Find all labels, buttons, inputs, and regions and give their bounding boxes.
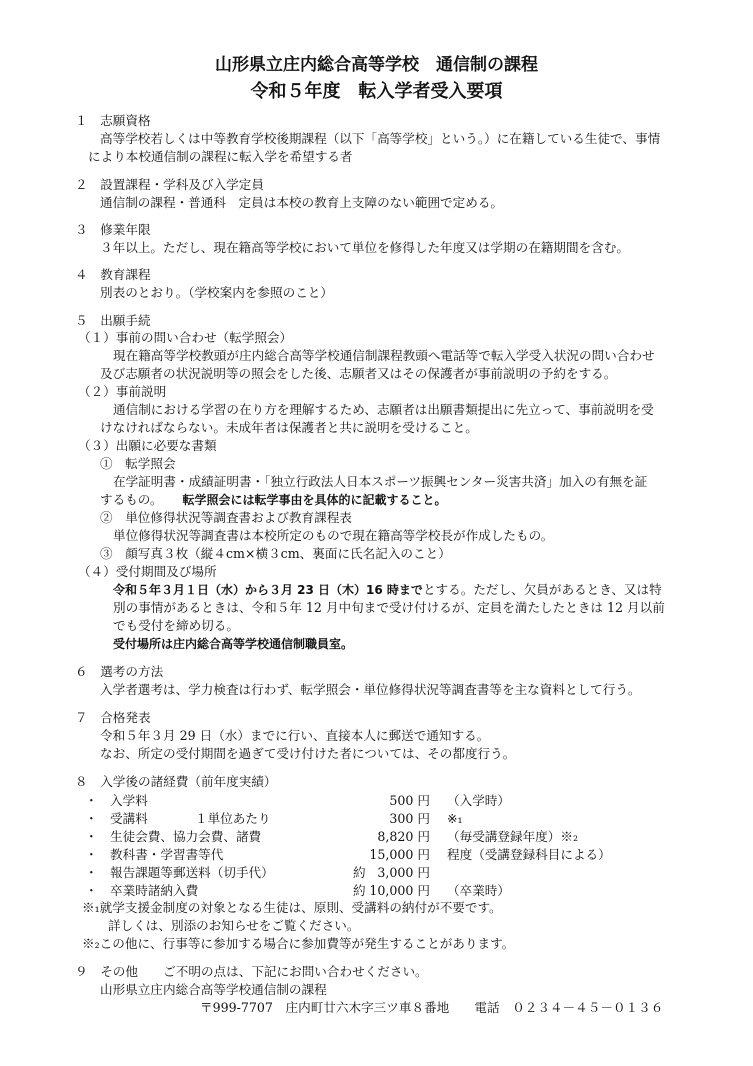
document-1-body: 在学証明書・成績証明書・「独立行政法人日本スポーツ振興センター災害共済」加入の有無を証	[113, 474, 648, 489]
fee-item-name: 教科書・学習書等代	[110, 847, 224, 862]
section-5-1-body: 現在籍高等学校教頭が庄内総合高等学校通信制課程教頭へ電話等で転入学受入状況の問い合わせ	[113, 348, 655, 363]
section-1-body-cont: により本校通信制の課程に転入学を希望する者	[88, 149, 353, 164]
document-1-emphasis: 転学照会には転学事由を具体的に記載すること。	[182, 493, 447, 507]
fee-note: 程度（受講登録科目による）	[447, 847, 611, 862]
contact-address-phone: 〒999-7707 庄内町廿六木字三ツ車８番地 電話 ０２３４－４５－０１３６	[200, 1000, 664, 1015]
fee-note-2	[82, 936, 514, 952]
section-2-body: 通信制の課程・普通科 定員は本校の教育上支障のない範囲で定める。	[100, 195, 503, 210]
fee-item-detail: １単位あたり	[195, 811, 271, 826]
fee-note-1	[82, 900, 502, 916]
fee-row	[85, 846, 685, 864]
fee-bullet: ・	[85, 847, 98, 862]
reception-period-dates: 令和５年３月１日（水）から３月 23 日（木）16 時まで	[113, 583, 423, 597]
fee-note: （卒業時）	[447, 883, 510, 898]
reception-period-cont: 別の事情があるときは、令和５年 12 月中旬まで受け付けるが、定員を満たしたときは 12 月以前	[113, 600, 665, 615]
fee-row	[85, 828, 685, 846]
document-1-heading: ① 転学照会	[100, 456, 176, 471]
section-6-body: 入学者選考は、学力検査は行わず、転学照会・単位修得状況等調査書等を主な資料として行う。	[100, 682, 641, 697]
section-5-2-heading: （２）事前説明	[78, 384, 167, 399]
fee-row	[85, 792, 685, 810]
document-1-body-end: するもの。	[100, 492, 163, 507]
fee-bullet: ・	[85, 793, 98, 808]
fee-amount: 15,000 円	[369, 847, 430, 862]
section-9-heading: ９ その他 ご不明の点は、下記にお問い合わせください。	[75, 964, 428, 979]
fee-item-name: 受講料	[110, 811, 148, 826]
section-1-heading: １ 志願資格	[75, 113, 151, 128]
fee-bullet: ・	[85, 829, 98, 844]
contact-organization: 山形県立庄内総合高等学校通信制の課程	[100, 982, 327, 997]
fee-note-1-cont: 詳しくは、別添のお知らせをご覧ください。	[108, 918, 360, 933]
fee-bullet: ・	[85, 865, 98, 880]
section-4-body: 別表のとおり。（学校案内を参照のこと）	[100, 285, 333, 300]
section-1-body: 高等学校若しくは中等教育学校後期課程（以下「高等学校」という。）に在籍している生徒で、事情	[100, 131, 661, 146]
document-2-body: 単位修得状況等調査書は本校所定のもので現在籍高等学校長が作成したもの。	[113, 528, 554, 543]
fee-amount: 3,000 円	[377, 865, 430, 880]
fee-item-name: 生徒会費、協力会費、諸費	[110, 829, 262, 844]
section-2-heading: ２ 設置課程・学科及び入学定員	[75, 177, 264, 192]
section-5-2-body-cont: けなければならない。未成年者は保護者と共に説明を受けること。	[100, 420, 478, 435]
section-5-4-heading: （４）受付期間及び場所	[78, 564, 217, 579]
section-5-heading: ５ 出願手続	[75, 313, 151, 328]
fee-bullet: ・	[85, 811, 98, 826]
section-7-heading: ７ 合格発表	[75, 710, 151, 725]
reception-place: 受付場所は庄内総合高等学校通信制職員室。	[113, 637, 354, 651]
fee-note-1-mark: ※₁	[82, 900, 100, 915]
title-line-1: 山形県立庄内総合高等学校 通信制の課程	[215, 55, 538, 75]
fee-row	[85, 810, 685, 828]
fee-item-name: 卒業時諸納入費	[110, 883, 199, 898]
document-2-heading: ② 単位修得状況等調査書および教育課程表	[100, 510, 352, 525]
fee-item-name: 入学料	[110, 793, 148, 808]
section-5-1-body-cont: 及び志願者の状況説明等の照会をした後、志願者又はその保護者が事前説明の予約をする。	[100, 366, 617, 381]
fee-row	[85, 864, 685, 882]
fee-bullet: ・	[85, 883, 98, 898]
section-5-2-body: 通信制における学習の在り方を理解するため、志願者は出願書類提出に先立って、事前説明を受	[113, 402, 654, 417]
section-5-3-heading: （３）出願に必要な書類	[78, 438, 217, 453]
fee-note: （毎受講登録年度）※₂	[447, 829, 578, 844]
section-3-body: ３年以上。ただし、現在籍高等学校において単位を修得した年度又は学期の在籍期間を含む。	[100, 240, 629, 255]
section-8-heading: ８ 入学後の諸経費（前年度実績）	[75, 774, 277, 789]
fee-amount: 300 円	[389, 811, 430, 826]
fee-item-name: 報告課題等郵送料（切手代）	[110, 865, 274, 880]
section-7-body-cont: なお、所定の受付期間を過ぎて受け付けた者については、その都度行う。	[100, 746, 516, 761]
section-6-heading: ６ 選考の方法	[75, 664, 164, 679]
section-7-body: 令和５年３月 29 日（水）までに行い、直接本人に郵送で通知する。	[100, 728, 490, 743]
title-line-2: 令和５年度 転入学者受入要項	[250, 81, 503, 102]
fee-amount: 500 円	[389, 793, 430, 808]
reception-period	[113, 582, 662, 598]
section-4-heading: ４ 教育課程	[75, 267, 151, 282]
fee-note-1-text: 就学支援金制度の対象となる生徒は、原則、受講料の納付が不要です。	[99, 900, 502, 915]
fee-amount: 10,000 円	[369, 883, 430, 898]
fee-note: （入学時）	[447, 793, 510, 808]
document-3-heading: ③ 顔写真３枚（縦４cm×横３cm、裏面に氏名記入のこと）	[100, 546, 451, 561]
reception-period-rest: とする。ただし、欠員があるとき、又は特	[422, 582, 662, 597]
fee-note: ※₁	[447, 811, 463, 826]
reception-period-end: でも受付を締め切る。	[113, 618, 239, 633]
fee-note-2-mark: ※₂	[82, 936, 100, 951]
fee-approx-label: 約	[353, 883, 366, 898]
section-3-heading: ３ 修業年限	[75, 222, 151, 237]
fee-row	[85, 882, 685, 900]
section-5-1-heading: （１）事前の問い合わせ（転学照会）	[78, 330, 293, 345]
document-1-body-cont	[100, 492, 446, 508]
fee-approx-label: 約	[353, 865, 366, 880]
fee-note-2-text: この他に、行事等に参加する場合に参加費等が発生することがあります。	[99, 936, 515, 951]
fee-amount: 8,820 円	[377, 829, 430, 844]
